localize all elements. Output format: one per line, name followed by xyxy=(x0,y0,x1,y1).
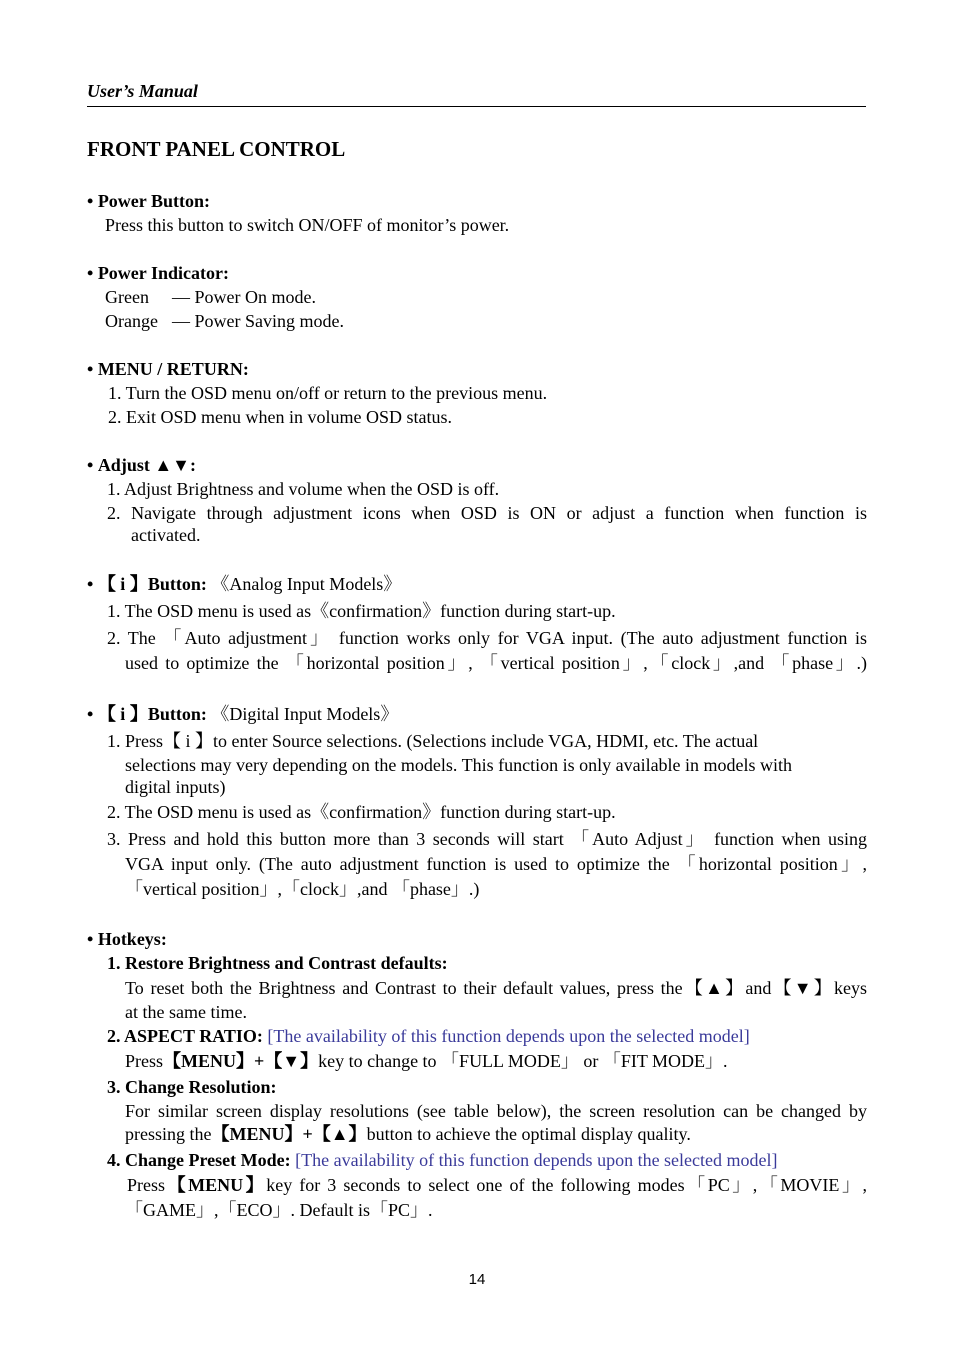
i-analog-item-2-line-2: used to optimize the 「horizontal position」, 「vertical position」,「clock」,and 「phase」.) xyxy=(125,653,867,673)
i-digital-item-2: 2. The OSD menu is used as《confirmation》function during start-up. xyxy=(107,802,616,822)
bullet-icon: • xyxy=(87,359,94,379)
indicator-green-label: Green xyxy=(105,287,149,307)
hotkey-4-title: 4. Change Preset Mode: xyxy=(107,1150,291,1170)
hotkey-3-desc-line-1: For similar screen display resolutions (see table below), the screen resolution can be changed by xyxy=(125,1101,867,1121)
bullet-icon: • xyxy=(87,191,94,211)
hotkey-4-desc-line-1: Press【MENU】key for 3 seconds to select one of the following modes「PC」,「MOVIE」, xyxy=(127,1175,867,1195)
power-indicator-heading: • Power Indicator: xyxy=(87,263,229,283)
adjust-item-2-line-1: 2. Navigate through adjustment icons when OSD is ON or adjust a function when function is xyxy=(107,503,867,523)
hotkey-2-keys: 【MENU】+【▼】 xyxy=(163,1051,319,1071)
bullet-icon: • xyxy=(87,263,94,283)
section-title: FRONT PANEL CONTROL xyxy=(87,137,346,161)
hotkey-1-title: 1. Restore Brightness and Contrast defaults: xyxy=(107,953,448,973)
hotkey-4-key: 【MENU】 xyxy=(165,1175,267,1195)
indicator-orange-desc: — Power Saving mode. xyxy=(172,311,344,331)
i-analog-item-2-line-1: 2. The 「Auto adjustment」 function works only for VGA input. (The auto adjustment function is xyxy=(107,628,867,648)
power-button-heading: • Power Button: xyxy=(87,191,210,211)
hotkey-4-desc-line-2: 「GAME」,「ECO」. Default is「PC」. xyxy=(125,1200,433,1220)
hotkeys-heading: • Hotkeys: xyxy=(87,929,167,949)
hotkey-4-note: [The availability of this function depends upon the selected model] xyxy=(295,1150,778,1170)
i-digital-item-3-line-3: 「vertical position」,「clock」,and 「phase」.) xyxy=(125,879,480,899)
menu-return-item-1: 1. Turn the OSD menu on/off or return to the previous menu. xyxy=(108,383,548,403)
running-header: User’s Manual xyxy=(87,81,866,107)
i-digital-item-1-line-3: digital inputs) xyxy=(125,777,226,797)
power-button-desc: Press this button to switch ON/OFF of monitor’s power. xyxy=(105,215,510,235)
hotkey-3-title: 3. Change Resolution: xyxy=(107,1077,277,1097)
i-digital-item-3-line-2: VGA input only. (The auto adjustment function is used to optimize the 「horizontal position」, xyxy=(125,854,867,874)
bullet-icon: • xyxy=(87,929,94,949)
indicator-green-desc: — Power On mode. xyxy=(172,287,316,307)
indicator-orange-label: Orange xyxy=(105,311,158,331)
hotkey-2-note: [The availability of this function depends upon the selected model] xyxy=(267,1026,750,1046)
i-digital-item-1-line-1: 1. Press【 i 】to enter Source selections. (Selections include VGA, HDMI, etc. The actual xyxy=(107,731,759,751)
hotkey-2-title: 2. ASPECT RATIO: xyxy=(107,1026,263,1046)
i-analog-item-1: 1. The OSD menu is used as《confirmation》function during start-up. xyxy=(107,601,616,621)
page-number: 14 xyxy=(468,1271,486,1288)
menu-return-item-2: 2. Exit OSD menu when in volume OSD status. xyxy=(108,407,452,427)
i-button-analog-heading: • 【 i 】Button: 《Analog Input Models》 xyxy=(87,574,402,594)
hotkey-3-desc-line-2: pressing the【MENU】+【▲】button to achieve the optimal display quality. xyxy=(125,1124,691,1144)
adjust-heading: • Adjust ▲▼: xyxy=(87,455,196,475)
i-digital-item-1-line-2: selections may very depending on the models. This function is only available in models with xyxy=(125,755,793,775)
hotkey-1-desc-line-1: To reset both the Brightness and Contrast to their default values, press the【▲】and【▼】keys xyxy=(125,978,867,998)
hotkey-1-desc-line-2: at the same time. xyxy=(125,1002,247,1022)
bullet-icon: • xyxy=(87,704,94,724)
hotkey-2-desc: Press【MENU】+【▼】key to change to 「FULL MODE」 or 「FIT MODE」. xyxy=(125,1051,728,1071)
bullet-icon: • xyxy=(87,455,94,475)
i-button-digital-heading: • 【 i 】Button: 《Digital Input Models》 xyxy=(87,704,399,724)
hotkey-4-title-line xyxy=(107,1149,778,1171)
i-digital-item-3-line-1: 3. Press and hold this button more than 3 seconds will start 「Auto Adjust」 function when using xyxy=(107,829,867,849)
adjust-item-1: 1. Adjust Brightness and volume when the OSD is off. xyxy=(107,479,500,499)
hotkey-3-keys: 【MENU】+【▲】 xyxy=(211,1124,367,1144)
hotkey-2-title-line xyxy=(107,1025,750,1047)
menu-return-heading: • MENU / RETURN: xyxy=(87,359,249,379)
bullet-icon: • xyxy=(87,574,94,594)
adjust-item-2-line-2: activated. xyxy=(131,525,201,545)
